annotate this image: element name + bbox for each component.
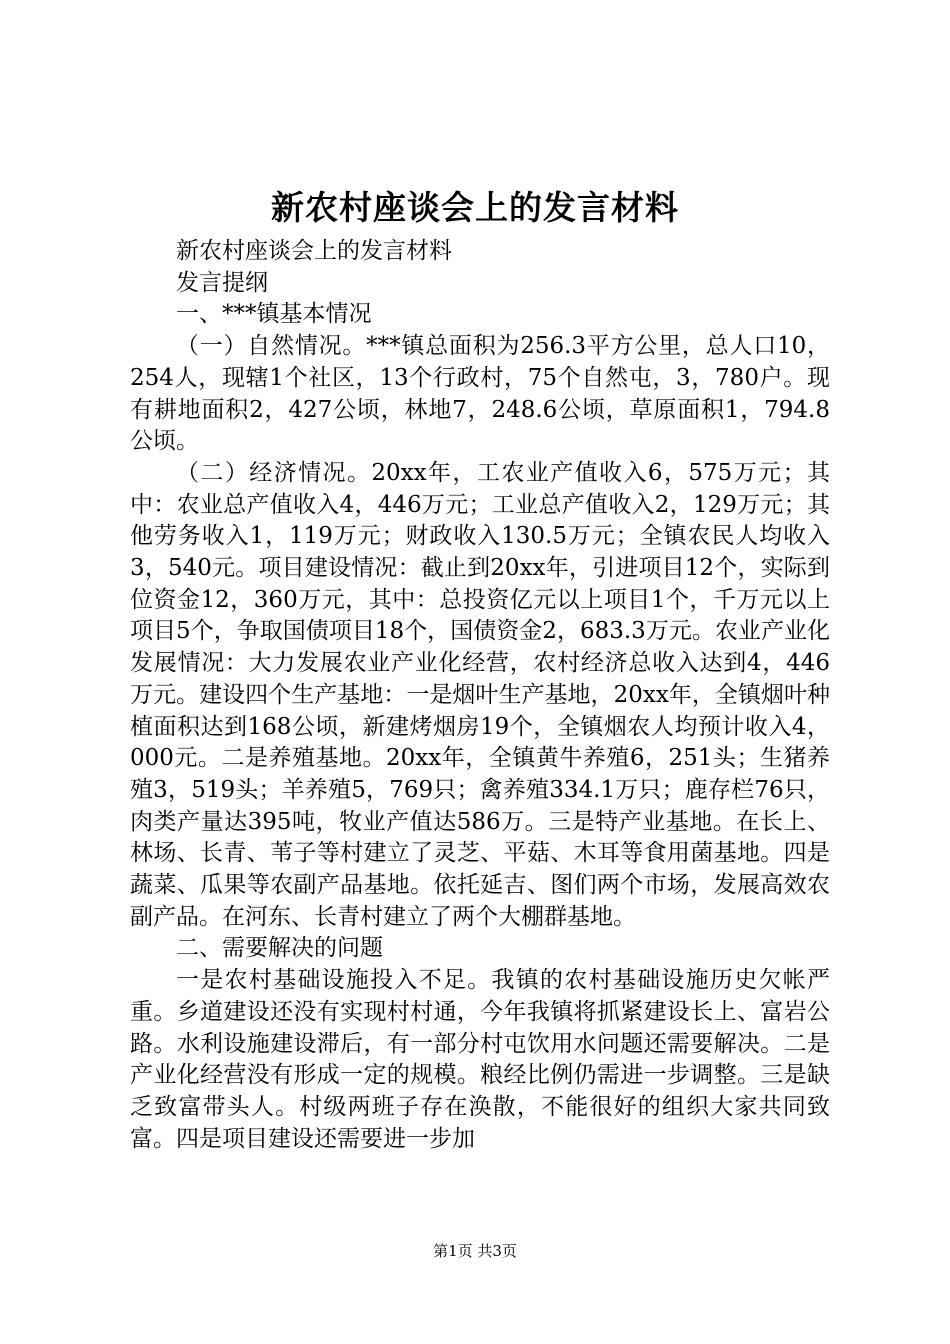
body-paragraph: （二）经济情况。20xx年，工农业产值收入6，575万元；其中：农业总产值收入4，446万元；工业总产值收入2，129万元；其他劳务收入1，119万元；财政收入130.5万元；全镇农民人均收入3，540元。项目建设情况：截止到20xx年，引进项目12个，实际到位资金12，360万元，其中：总投资亿元以上项目1个，千万元以上项目5个，争取国债项目18个，国债资金2，683.3万元。农业产业化发展情况：大力发展农业产业化经营，农村经济总收入达到4，446万元。建设四个生产基地：一是烟叶生产基地，20xx年，全镇烟叶种植面积达到168公顷，新建烤烟房19个，全镇烟农人均预计收入4，000元。二是养殖基地。20xx年，全镇黄牛养殖6，251头；生猪养殖3，519头；羊养殖5，769只；禽养殖334.1万只；鹿存栏76只，肉类产量达395吨，牧业产值达586万。三是特产业基地。在长上、林场、长青、苇子等村建立了灵芝、平菇、木耳等食用菌基地。四是蔬菜、瓜果等农副产品基地。依托延吉、图们两个市场，发展高效农副产品。在河东、长青村建立了两个大棚群基地。 bbox=[130, 459, 830, 930]
page-footer: 第1页 共3页 bbox=[433, 1242, 517, 1260]
body-paragraph: 一、***镇基本情况 bbox=[176, 301, 372, 328]
document-body bbox=[130, 236, 830, 1155]
body-paragraph: 一是农村基础设施投入不足。我镇的农村基础设施历史欠帐严重。乡道建设还没有实现村村通，今年我镇将抓紧建设长上、富岩公路。水利设施建设滞后，有一部分村屯饮用水问题还需要解决。二是产业化经营没有形成一定的规模。粮经比例仍需进一步调整。三是缺乏致富带头人。村级两班子存在涣散，不能很好的组织大家共同致富。四是项目建设还需要进一步加 bbox=[130, 967, 830, 1152]
body-paragraph: 发言提纲 bbox=[176, 269, 268, 296]
document-title: 新农村座谈会上的发言材料 bbox=[271, 188, 679, 227]
body-paragraph: 新农村座谈会上的发言材料 bbox=[176, 238, 452, 264]
body-paragraph: （一）自然情况。***镇总面积为256.3平方公里，总人口10，254人，现辖1个社区，13个行政村，75个自然屯，3，780户。现有耕地面积2，427公顷，林地7，248.6公顷，草原面积1，794.8公顷。 bbox=[130, 333, 830, 455]
body-paragraph: 二、需要解决的问题 bbox=[176, 935, 383, 962]
